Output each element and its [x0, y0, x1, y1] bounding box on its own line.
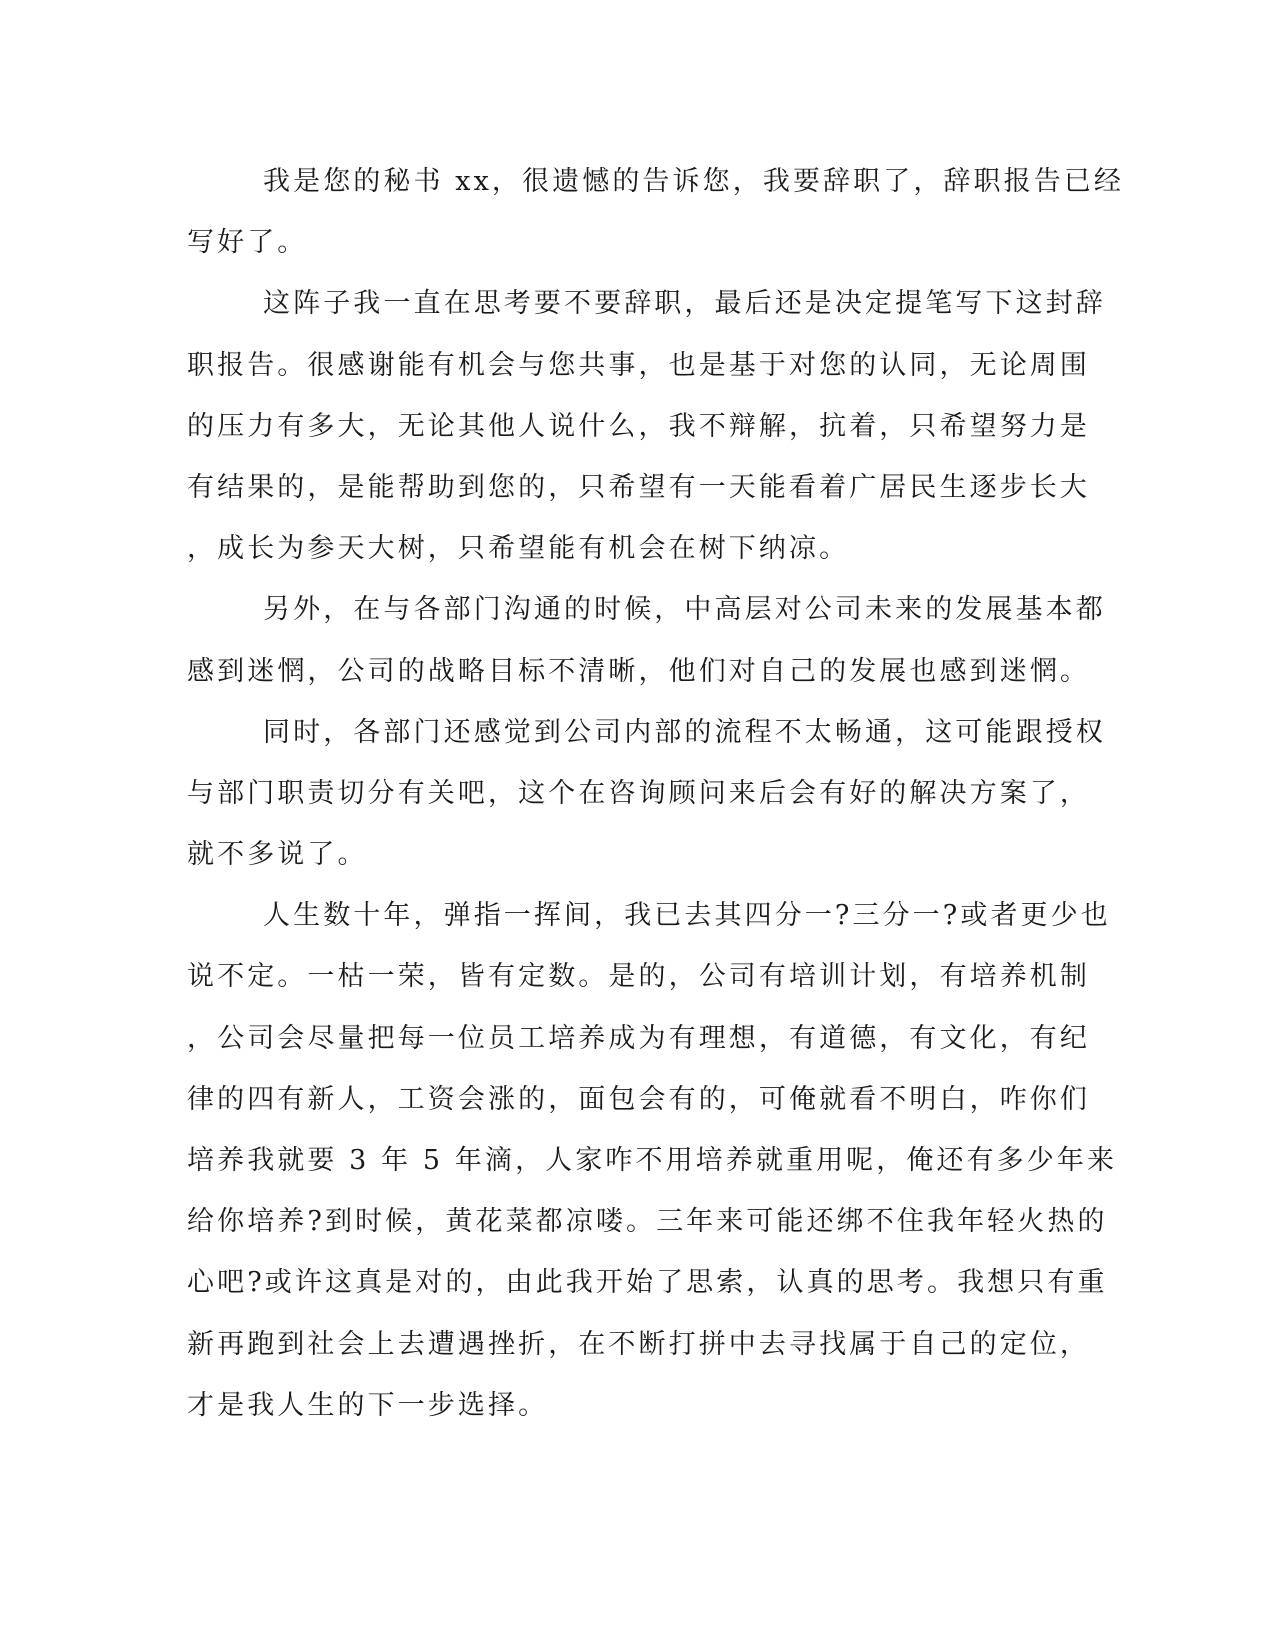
letter-body [187, 158, 1125, 1443]
text-line: 人生数十年，弹指一挥间，我已去其四分一?三分一?或者更少也 [263, 900, 1111, 932]
text-line: 才是我人生的下一步选择。 [187, 1389, 549, 1421]
text-line: ，成长为参天大树，只希望能有机会在树下纳凉。 [187, 533, 850, 565]
text-line: 感到迷惘，公司的战略目标不清晰，他们对自己的发展也感到迷惘。 [187, 655, 1090, 687]
text-line: ，公司会尽量把每一位员工培养成为有理想，有道德，有文化，有纪 [187, 1022, 1090, 1054]
text-line: 律的四有新人，工资会涨的，面包会有的，可俺就看不明白，咋你们 [187, 1083, 1090, 1115]
text-line: 职报告。很感谢能有机会与您共事，也是基于对您的认同，无论周围 [187, 349, 1090, 381]
text-line: 心吧?或许这真是对的，由此我开始了思索，认真的思考。我想只有重 [187, 1267, 1108, 1299]
text-line: 新再跑到社会上去遭遇挫折，在不断打拼中去寻找属于自己的定位， [187, 1328, 1090, 1360]
text-line: 同时，各部门还感觉到公司内部的流程不太畅通，这可能跟授权 [263, 716, 1106, 748]
text-line: 有结果的，是能帮助到您的，只希望有一天能看着广居民生逐步长大 [187, 471, 1090, 503]
text-line: 的压力有多大，无论其他人说什么，我不辩解，抗着，只希望努力是 [187, 410, 1090, 442]
text-line: 说不定。一枯一荣，皆有定数。是的，公司有培训计划，有培养机制 [187, 961, 1090, 993]
text-line: 与部门职责切分有关吧，这个在咨询顾问来后会有好的解决方案了， [187, 777, 1090, 809]
text-line: 另外，在与各部门沟通的时候，中高层对公司未来的发展基本都 [263, 594, 1106, 626]
text-line: 这阵子我一直在思考要不要辞职，最后还是决定提笔写下这封辞 [263, 288, 1106, 320]
text-line: 给你培养?到时候，黄花菜都凉喽。三年来可能还绑不住我年轻火热的 [187, 1206, 1108, 1238]
text-line: 就不多说了。 [187, 839, 368, 871]
text-line: 培养我就要 3 年 5 年滴，人家咋不用培养就重用呢，俺还有多少年来 [187, 1145, 1118, 1176]
text-line: 我是您的秘书 xx，很遗憾的告诉您，我要辞职了，辞职报告已经 [263, 166, 1125, 197]
text-line: 写好了。 [187, 227, 308, 259]
